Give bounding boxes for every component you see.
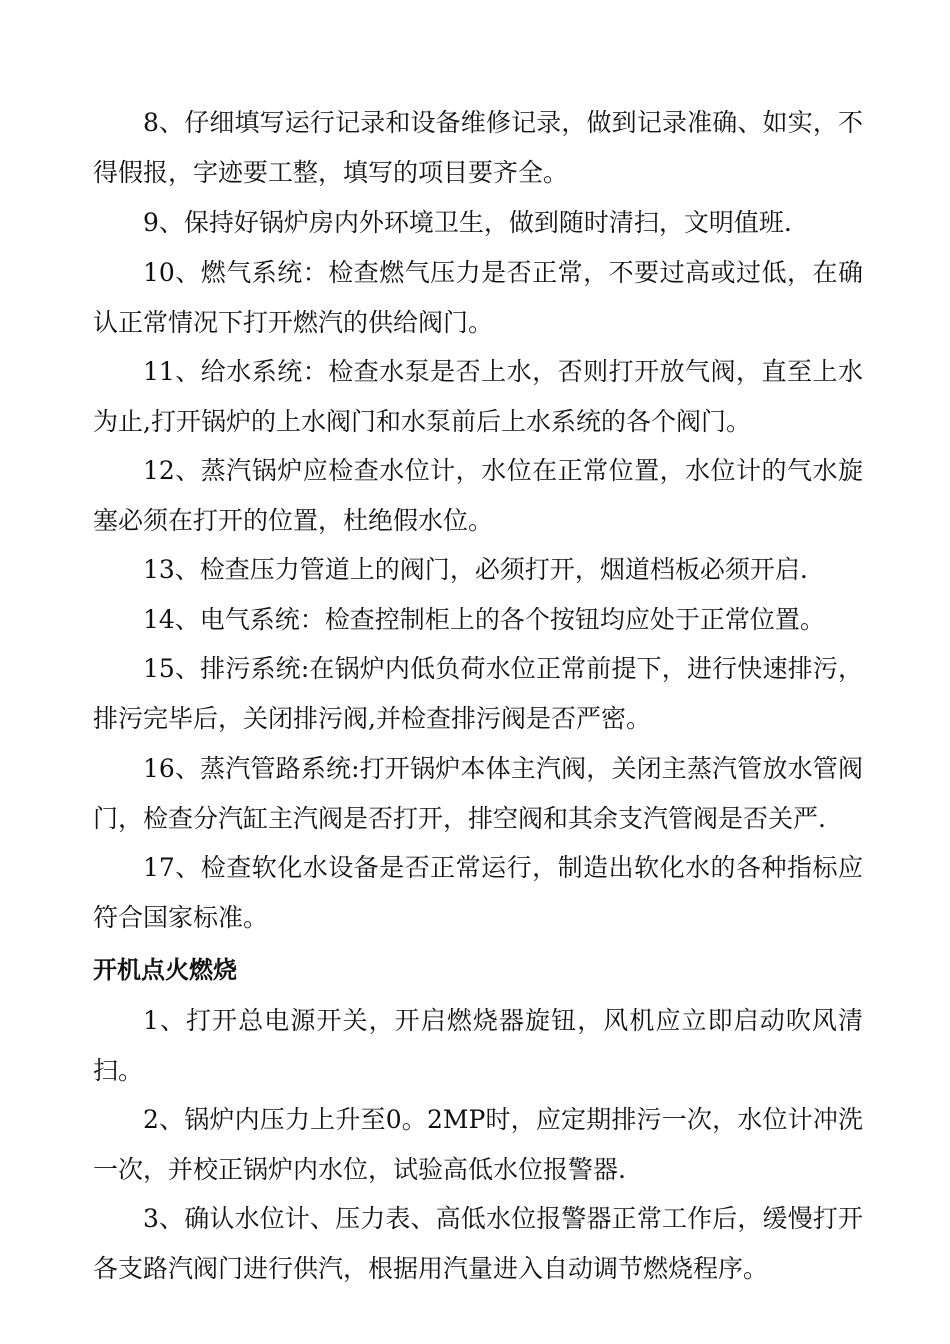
- paragraph-item-13: 13、检查压力管道上的阀门，必须打开，烟道档板必须开启.: [143, 555, 808, 584]
- paragraph-item-15: 15、排污系统:在锅炉内低负荷水位正常前提下，进行快速排污，排污完毕后，关闭排污阀,并检查排污阀是否严密。: [93, 654, 863, 733]
- paragraph-item-14: 14、电气系统：检查控制柜上的各个按钮均应处于正常位置。: [143, 605, 825, 634]
- paragraph-item-8: 8、仔细填写运行记录和设备维修记录，做到记录准确、如实，不得假报，字迹要工整，填写的项目要齐全。: [93, 108, 863, 187]
- paragraph-step-1: 1、打开总电源开关，开启燃烧器旋钮，风机应立即启动吹风清扫。: [93, 1006, 863, 1085]
- paragraph-item-17: 17、检查软化水设备是否正常运行，制造出软化水的各种指标应符合国家标准。: [93, 853, 863, 932]
- paragraph-step-2: 2、锅炉内压力上升至0。2MP时，应定期排污一次，水位计冲洗一次，并校正锅炉内水位，试验高低水位报警器.: [93, 1105, 863, 1184]
- paragraph-item-16: 16、蒸汽管路系统:打开锅炉本体主汽阀，关闭主蒸汽管放水管阀门，检查分汽缸主汽阀是否打开，排空阀和其余支汽管阀是否关严.: [93, 754, 863, 833]
- paragraph-step-3: 3、确认水位计、压力表、高低水位报警器正常工作后，缓慢打开各支路汽阀门进行供汽，根据用汽量进入自动调节燃烧程序。: [93, 1204, 863, 1283]
- section-heading: 开机点火燃烧: [93, 956, 237, 984]
- paragraph-item-9: 9、保持好锅炉房内外环境卫生，做到随时清扫，文明值班.: [143, 208, 792, 237]
- paragraph-item-12: 12、蒸汽锅炉应检查水位计，水位在正常位置，水位计的气水旋塞必须在打开的位置，杜绝假水位。: [93, 456, 863, 535]
- paragraph-item-10: 10、燃气系统：检查燃气压力是否正常，不要过高或过低，在确认正常情况下打开燃汽的供给阀门。: [93, 258, 863, 337]
- paragraph-item-11: 11、给水系统：检查水泵是否上水，否则打开放气阀，直至上水为止,打开锅炉的上水阀门和水泵前后上水系统的各个阀门。: [93, 357, 863, 436]
